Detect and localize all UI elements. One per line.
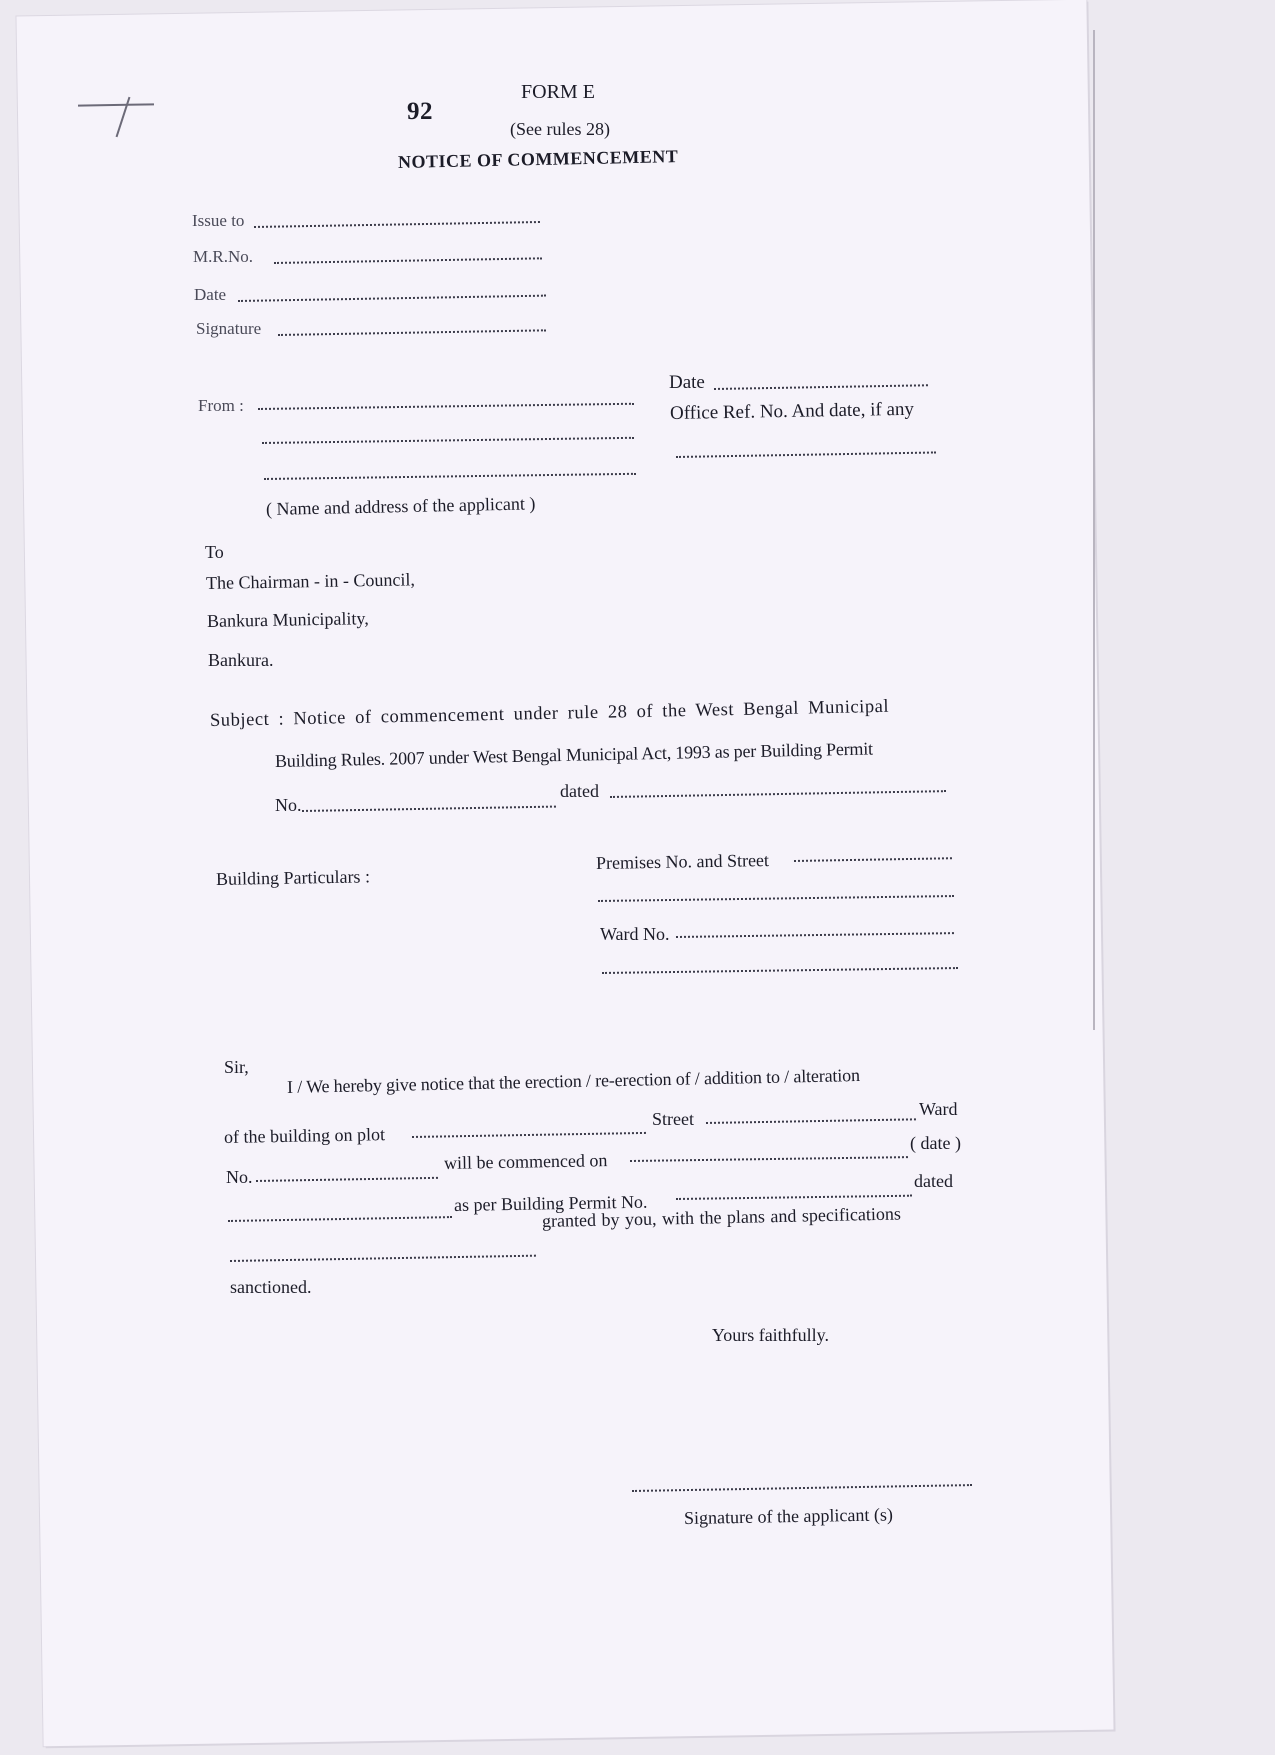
issue-to-label: Issue to: [192, 211, 245, 230]
applicant-caption: ( Name and address of the applicant ): [265, 493, 536, 519]
addressee-line-1: The Chairman - in - Council,: [205, 569, 416, 593]
addressee-line-2: Bankura Municipality,: [206, 608, 369, 631]
office-ref-label: Office Ref. No. And date, if any: [669, 398, 915, 424]
from-label: From :: [198, 396, 244, 415]
page-number: 92: [407, 98, 433, 125]
permit-dated-label: dated: [560, 781, 599, 801]
letter-line-5: granted by you, with the plans and specifications: [541, 1203, 902, 1231]
letter-dated-label: dated: [914, 1171, 953, 1191]
mr-no-label: M.R.No.: [193, 247, 253, 266]
letter-permit-label: as per Building Permit No.: [453, 1191, 648, 1215]
signature-caption: Signature of the applicant (s): [683, 1504, 894, 1528]
issue-date-label: Date: [194, 285, 227, 304]
permit-no-label: No.: [275, 795, 302, 815]
letter-no-label: No.: [226, 1167, 253, 1187]
from-date-label: Date: [669, 372, 705, 393]
letter-plot-label: of the building on plot: [223, 1124, 386, 1147]
ward-no-label: Ward No.: [600, 924, 670, 944]
form-title: FORM E: [521, 81, 595, 103]
notice-title: NOTICE OF COMMENCEMENT: [397, 146, 679, 172]
building-particulars-label: Building Particulars :: [215, 866, 371, 889]
letter-ward-label: Ward: [919, 1099, 958, 1119]
issue-signature-label: Signature: [196, 319, 262, 338]
letter-line-6: sanctioned.: [230, 1277, 312, 1297]
salutation: Sir,: [224, 1057, 249, 1077]
to-label: To: [205, 542, 224, 562]
letter-date-label: ( date ): [910, 1133, 961, 1153]
subject-line-1: Subject : Notice of commencement under rule 28 of the West Bengal Municipal: [209, 696, 890, 731]
subject-line-2: Building Rules. 2007 under West Bengal Municipal Act, 1993 as per Building Permit: [274, 738, 874, 771]
letter-street-label: Street: [652, 1109, 694, 1129]
letter-line-1: I / We hereby give notice that the erection / re-erection of / addition to / alteration: [286, 1065, 861, 1097]
sheet-edge: [1093, 30, 1095, 1030]
yours-faithfully: Yours faithfully.: [712, 1325, 830, 1345]
premises-label: Premises No. and Street: [595, 849, 770, 873]
letter-commence-label: will be commenced on: [443, 1150, 608, 1173]
addressee-line-3: Bankura.: [208, 650, 274, 670]
rule-reference: (See rules 28): [510, 119, 610, 139]
